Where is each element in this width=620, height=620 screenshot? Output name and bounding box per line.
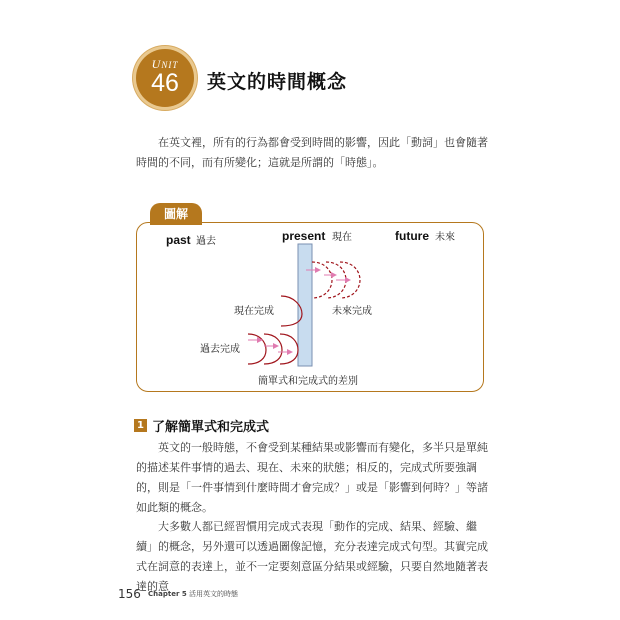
intro-paragraph: 在英文裡，所有的行為都會受到時間的影響，因此「動詞」也會隨著時間的不同，而有所變化；這就是所謂的「時態」。 (136, 136, 488, 169)
unit-badge (136, 49, 194, 107)
present-perfect-label: 現在完成 (234, 306, 274, 317)
timeline-diagram (136, 222, 484, 392)
diagram-caption: 簡單式和完成式的差別 (258, 376, 358, 387)
future-label: future (395, 229, 429, 243)
section-number: 1 (134, 419, 147, 432)
chapter-footer (148, 589, 238, 599)
unit-number: 46 (151, 69, 179, 97)
future-zh-label: 未來 (435, 232, 455, 243)
page-number: 156 (118, 587, 141, 601)
section-paragraph-1: 英文的一般時態，不會受到某種結果或影響而有變化，多半只是單純的描述某件事情的過去、現在、未來的狀態；相反的，完成式所要強調的，則是「一件事情到什麼時間才會完成？」或是「影響到何時？」等諸如此類的概念。 (136, 441, 488, 514)
future-perfect-label: 未來完成 (332, 306, 372, 317)
diagram-tab: 圖解 (150, 203, 202, 225)
present-timeline-bar (298, 244, 312, 366)
section-paragraph-2: 大多數人都已經習慣用完成式表現「動作的完成、結果、經驗、繼續」的概念，另外還可以透過圖像記憶，充分表達完成式句型。其實完成式在詞意的表達上，並不一定要刻意區分結果或經驗，只要自然地隨著表達的意 (136, 520, 488, 593)
present-zh-label: 現在 (332, 232, 352, 243)
past-label: past (166, 233, 191, 247)
section-title: 了解簡單式和完成式 (152, 420, 270, 435)
past-perfect-label: 過去完成 (200, 344, 240, 355)
past-zh-label: 過去 (196, 236, 216, 247)
page-title: 英文的時間概念 (207, 71, 348, 93)
chapter-number: Chapter 5 (148, 590, 187, 598)
chapter-title: 活用英文的時態 (188, 590, 238, 598)
unit-label: UNIT (151, 57, 179, 71)
present-label: present (282, 229, 326, 243)
past-perfect-arcs (248, 334, 298, 364)
